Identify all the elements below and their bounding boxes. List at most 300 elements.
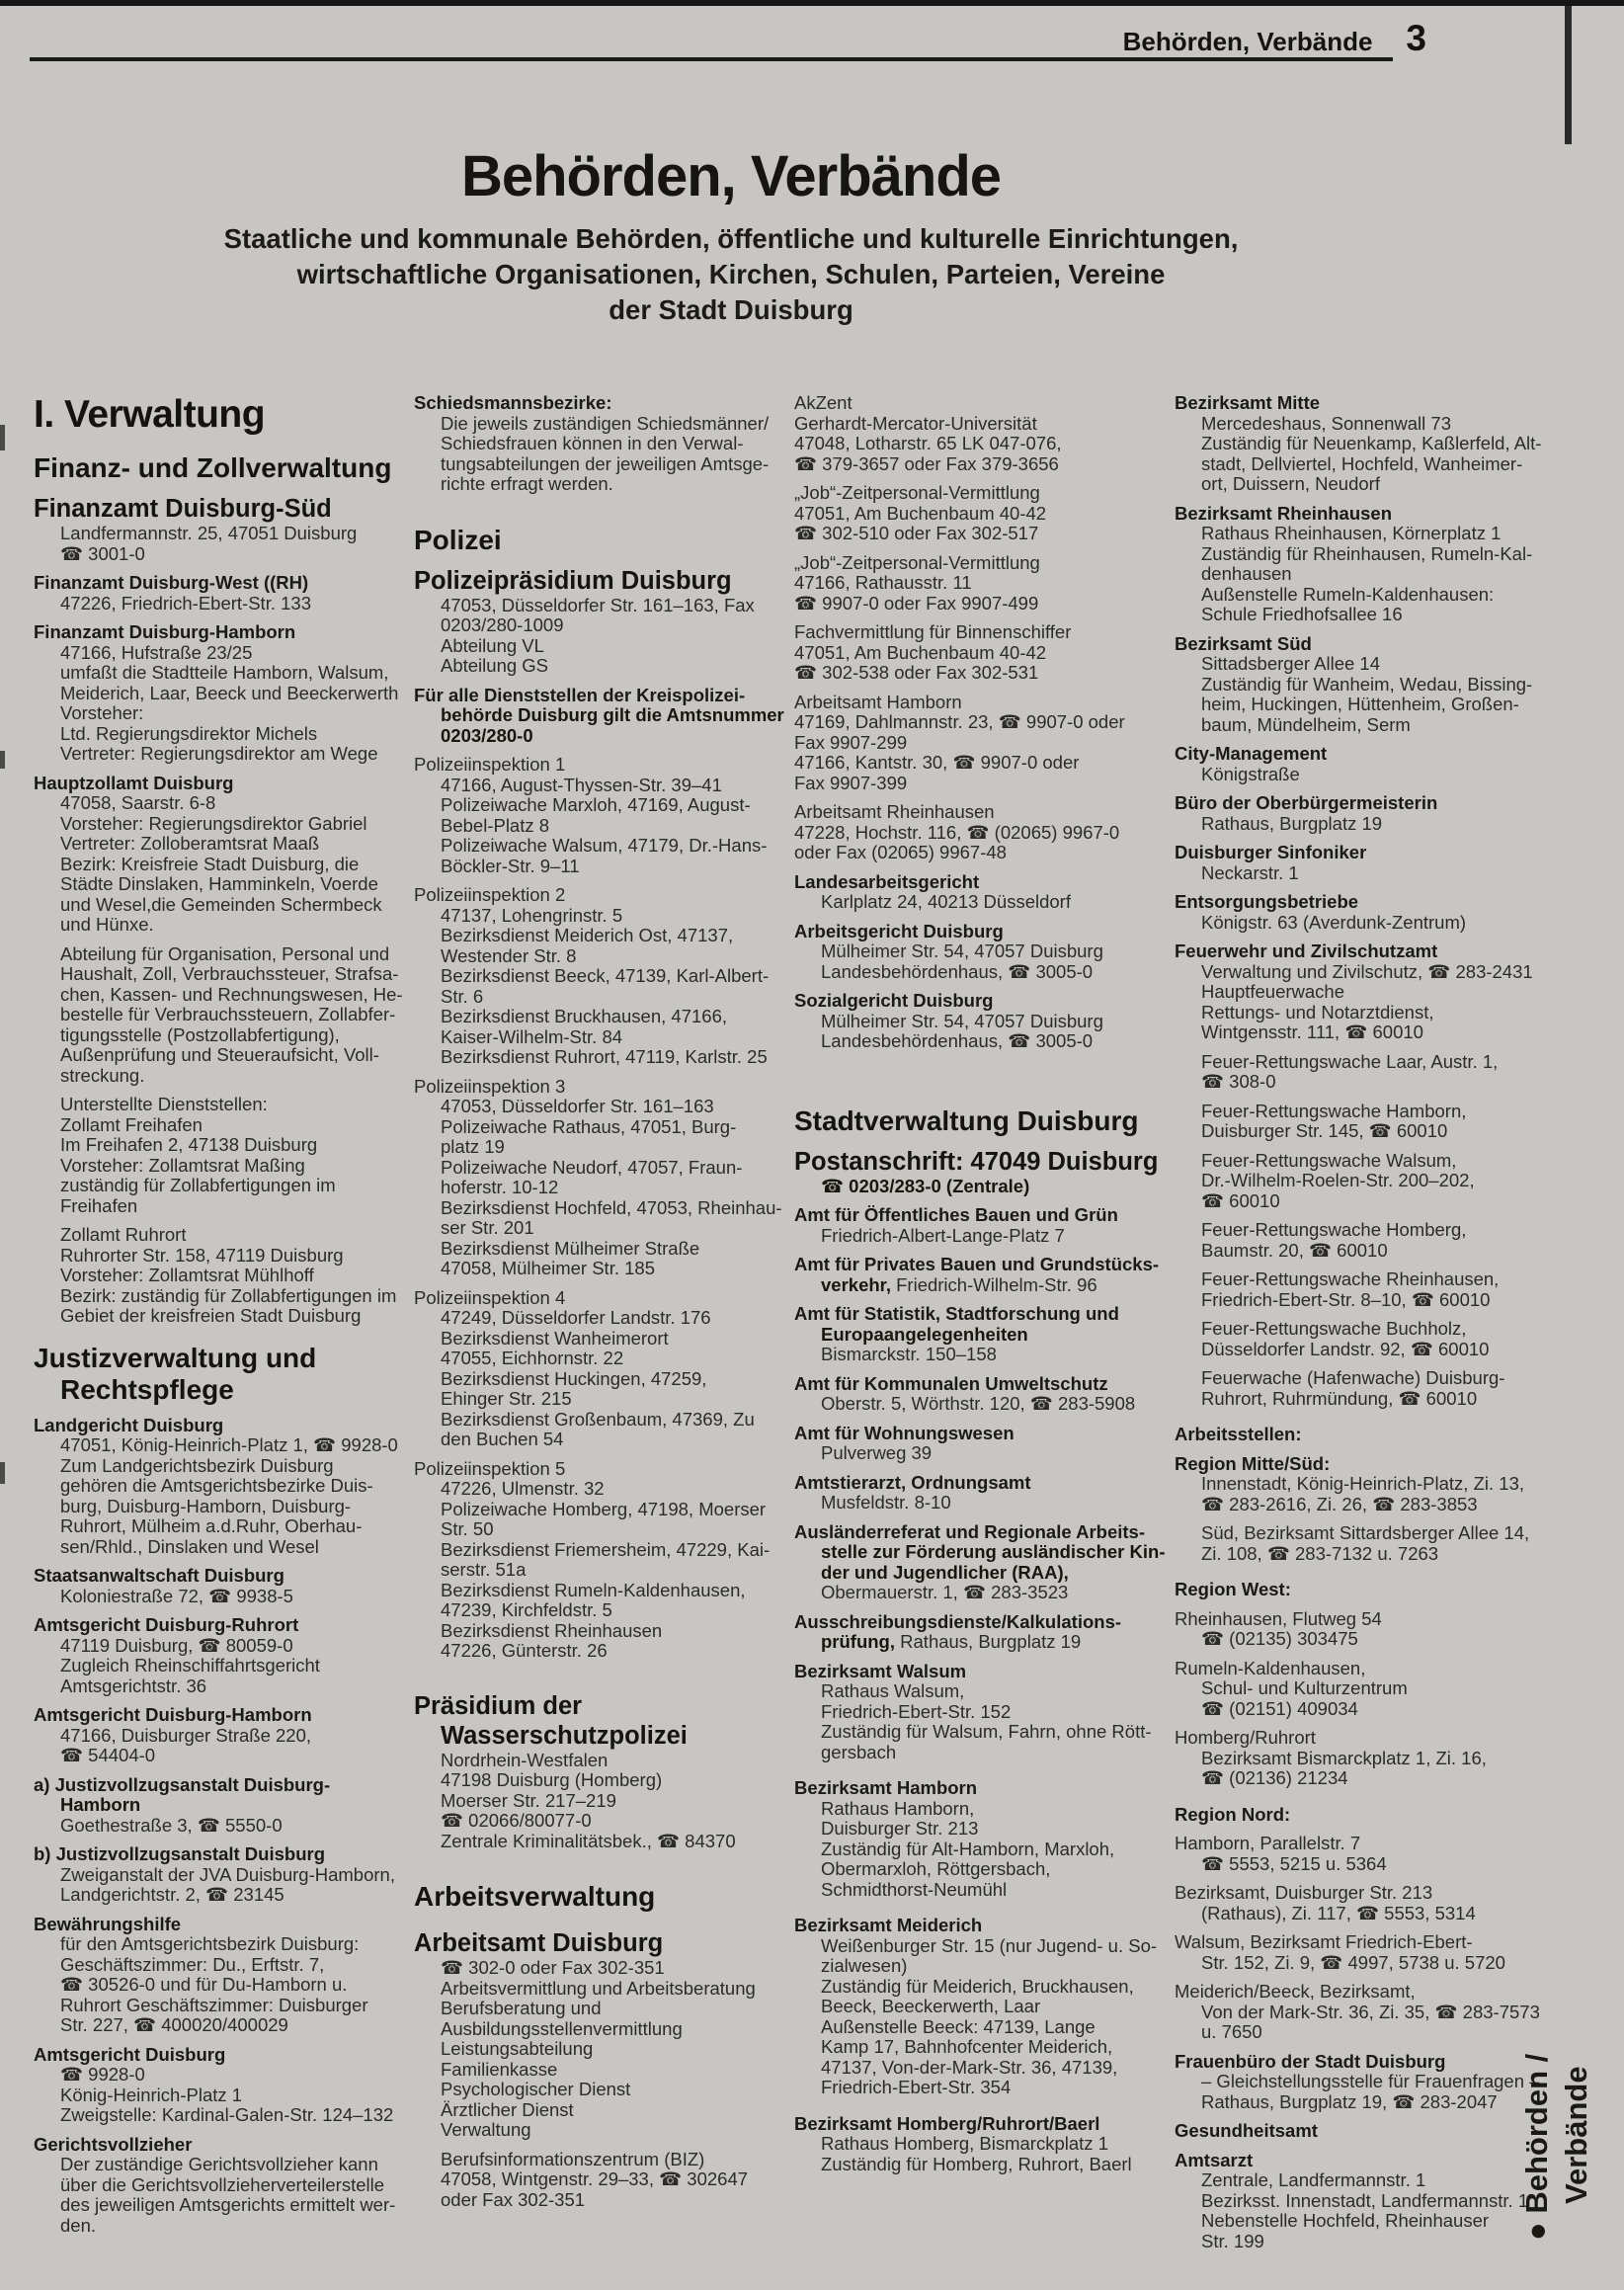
entry-title: Sozialgericht Duisburg: [794, 990, 994, 1011]
subtitle-line: wirtschaftliche Organisationen, Kirchen, Schulen, Parteien, Vereine: [296, 259, 1166, 289]
entry-line: zialwesen): [821, 1955, 908, 1976]
entry-line: Ehinger Str. 215: [441, 1388, 572, 1409]
entry-line: Bezirksdienst Beeck, 47139, Karl-Albert-: [441, 965, 770, 986]
entry-title: Landesarbeitsgericht: [794, 870, 980, 892]
directory-entry: [1175, 1659, 1538, 1720]
entry-title: Rumeln-Kaldenhausen,: [1175, 1657, 1366, 1678]
entry-line: Unterstellte Dienststellen:: [60, 1094, 268, 1114]
entry-line: Außenstelle Beeck: 47139, Lange: [821, 2015, 1096, 2037]
entry-line: Bezirksdienst Bruckhausen, 47166,: [441, 1006, 728, 1026]
entry-line: Duisburger Str. 213: [821, 1818, 979, 1839]
directory-entry: [1175, 1454, 1538, 1515]
entry-line: Weißenburger Str. 15 (nur Jugend- u. So-: [821, 1934, 1158, 1956]
entry-line: Vorsteher: Regierungsdirektor Gabriel: [60, 812, 367, 834]
entry-line: verkehr, Friedrich-Wilhelm-Str. 96: [821, 1273, 1097, 1295]
entry-title: Gerichtsvollzieher: [34, 2133, 193, 2155]
entry-title: Bezirksamt Mitte: [1175, 392, 1321, 413]
entry-title: Finanzamt Duisburg-Hamborn: [34, 621, 296, 642]
entry-line: Abteilung GS: [441, 655, 549, 676]
directory-entry: [1175, 1932, 1538, 1973]
entry-line: Städte Dinslaken, Hamminkeln, Voerde: [60, 873, 378, 894]
entry-title: Arbeitsgericht Duisburg: [794, 920, 1004, 941]
entry-line: 47058, Saarstr. 6-8: [60, 792, 216, 813]
entry-line: Polizeiwache Homberg, 47198, Moerser: [441, 1498, 767, 1519]
entry-line: Bezirksdienst Meiderich Ost, 47137,: [441, 925, 734, 945]
entry-line: Feuerwache (Hafenwache) Duisburg-: [1201, 1367, 1505, 1388]
entry-line: sen/Rhld., Dinslaken und Wesel: [60, 1535, 319, 1557]
entry-line: Bezirksdienst Großenbaum, 47369, Zu: [441, 1408, 755, 1430]
directory-entry: [794, 1662, 1158, 1763]
directory-entry: [794, 1916, 1158, 2098]
entry-line: Neckarstr. 1: [1201, 861, 1299, 883]
entry-line: Rathaus Hamborn,: [821, 1797, 975, 1819]
entry-title: Polizeiinspektion 5: [414, 1457, 566, 1479]
entry-line: Berufsinformationszentrum (BIZ): [441, 2148, 705, 2169]
entry-line: 47239, Kirchfeldstr. 5: [441, 1599, 612, 1620]
entry-line: Leistungsabteilung: [441, 2038, 594, 2059]
entry-title: Feuerwehr und Zivilschutzamt: [1175, 941, 1438, 961]
entry-line: Rathaus, Burgplatz 19: [1201, 812, 1383, 834]
directory-entry: [34, 573, 397, 613]
directory-column: [794, 392, 1166, 2260]
entry-title-line: Rechtspflege: [60, 1373, 234, 1405]
entry-line: streckung.: [60, 1064, 145, 1086]
entry-title: Amtsgericht Duisburg: [34, 2043, 226, 2065]
entry-line: 47058, Mülheimer Str. 185: [441, 1258, 655, 1278]
thumb-tab-line: ● Behörden /: [1519, 2053, 1554, 2241]
entry-line: ort, Duissern, Neudorf: [1201, 473, 1380, 494]
entry-line: Nebenstelle Hochfeld, Rheinhauser: [1201, 2210, 1490, 2231]
entry-title: Frauenbüro der Stadt Duisburg: [1175, 2050, 1446, 2072]
entry-title: Amtsgericht Duisburg-Ruhrort: [34, 1614, 299, 1635]
entry-line: Rettungs- und Notarztdienst,: [1201, 1001, 1434, 1022]
entry-line: Außenstelle Rumeln-Kaldenhausen:: [1201, 583, 1495, 605]
entry-line: Schule Friedhofsallee 16: [1201, 604, 1403, 624]
entry-line: Sittadsberger Allee 14: [1201, 653, 1381, 674]
entry-line: tungsabteilungen der jeweiligen Amtsge-: [441, 452, 770, 474]
scan-edge-top: [0, 0, 1624, 6]
entry-line: umfaßt die Stadtteile Hamborn, Walsum,: [60, 662, 389, 683]
entry-line: Bezirk: Kreisfreie Stadt Duisburg, die: [60, 853, 360, 874]
entry-line: Bezirksdienst Rheinhausen: [441, 1619, 663, 1641]
directory-entry: [34, 942, 403, 1087]
entry-line: baum, Mündelheim, Serm: [1201, 713, 1411, 735]
directory-entry: [1175, 1834, 1538, 1874]
entry-line: hoferstr. 10-12: [441, 1177, 559, 1197]
entry-line: Feuer-Rettungswache Buchholz,: [1201, 1318, 1467, 1339]
entry-line: Koloniestraße 72, ☎ 9938-5: [60, 1585, 293, 1606]
directory-entry: [1175, 744, 1538, 784]
entry-line: ☎ 302-510 oder Fax 302-517: [794, 523, 1039, 543]
entry-line: platz 19: [441, 1136, 505, 1157]
entry-title: Bewährungshilfe: [34, 1913, 182, 1934]
entry-title: Hauptzollamt Duisburg: [34, 772, 234, 793]
directory-entry: [1175, 793, 1538, 834]
directory-entry: [414, 566, 777, 677]
entry-line: Familienkasse: [441, 2058, 558, 2080]
entry-title: Meiderich/Beeck, Bezirksamt,: [1175, 1981, 1416, 2002]
page-number: 3: [1406, 18, 1426, 58]
entry-line: Ruhrort, Ruhrmündung, ☎ 60010: [1201, 1387, 1478, 1409]
entry-line: Landesbehördenhaus, ☎ 3005-0: [821, 1030, 1094, 1051]
directory-entry: [1175, 1052, 1538, 1093]
entry-title: Justizverwaltung und: [34, 1342, 317, 1373]
entry-line: ☎ 379-3657 oder Fax 379-3656: [794, 452, 1059, 474]
directory-entry: [794, 802, 1158, 863]
entry-line: 47137, Von-der-Mark-Str. 36, 47139,: [821, 2056, 1118, 2078]
entry-title: Bezirksamt Walsum: [794, 1660, 967, 1681]
entry-line: Obermarxloh, Röttgersbach,: [821, 1858, 1051, 1879]
entry-line: Schul- und Kulturzentrum: [1201, 1677, 1408, 1698]
entry-line: Zuständig für Homberg, Ruhrort, Baerl: [821, 2153, 1132, 2174]
directory-entry: [794, 1255, 1158, 1295]
directory-entry: [34, 452, 397, 484]
entry-line: ☎ (02136) 21234: [1201, 1767, 1348, 1788]
entry-line: den Buchen 54: [441, 1429, 564, 1449]
entry-line: Gebiet der kreisfreien Stadt Duisburg: [60, 1305, 362, 1326]
entry-line: chen, Kassen- und Rechnungswesen, He-: [60, 983, 403, 1005]
directory-entry: [34, 1915, 397, 2036]
directory-entry: [794, 2114, 1158, 2175]
entry-line: Innenstadt, König-Heinrich-Platz, Zi. 13,: [1201, 1473, 1524, 1494]
directory-entry: [1175, 634, 1538, 736]
entry-line: serstr. 51a: [441, 1559, 527, 1580]
entry-title: Gesundheitsamt: [1175, 2120, 1318, 2141]
directory-entry: [414, 2150, 777, 2211]
entry-line: Str. 50: [441, 1518, 494, 1539]
entry-line: Karlplatz 24, 40213 Düsseldorf: [821, 891, 1071, 912]
entry-line: Bezirksdienst Hochfeld, 47053, Rheinhau-: [441, 1196, 782, 1218]
entry-line: Zuständig für Walsum, Fahrn, ohne Rött-: [821, 1721, 1152, 1742]
directory-entry: [794, 693, 1158, 794]
entry-title: Hamborn, Parallelstr. 7: [1175, 1833, 1361, 1853]
entry-line: 47166, August-Thyssen-Str. 39–41: [441, 774, 722, 795]
entry-line: Vorsteher:: [60, 702, 144, 723]
directory-entry: [34, 1416, 397, 1558]
directory-entry: [794, 622, 1158, 684]
entry-title: Bezirksamt Rheinhausen: [1175, 502, 1393, 524]
entry-line: Zuständig für Neuenkamp, Kaßlerfeld, Alt-: [1201, 433, 1542, 453]
directory-entry: [1175, 1523, 1538, 1564]
entry-line: Freihafen: [60, 1194, 138, 1216]
entry-line: Landgerichtstr. 2, ☎ 23145: [60, 1884, 284, 1905]
directory-entry: [794, 1147, 1158, 1197]
entry-line: Bebel-Platz 8: [441, 814, 550, 836]
entry-title: Arbeitsamt Duisburg: [414, 1929, 664, 1957]
entry-line: prüfung, Rathaus, Burgplatz 19: [821, 1631, 1082, 1652]
directory-entry: [414, 1459, 777, 1662]
entry-line: Zuständig für Rheinhausen, Rumeln-Kal-: [1201, 542, 1533, 564]
directory-entry: [794, 1424, 1158, 1464]
entry-line: Str. 199: [1201, 2230, 1264, 2251]
entry-title: Amt für Öffentliches Bauen und Grün: [794, 1204, 1118, 1225]
entry-title: Fachvermittlung für Binnenschiffer: [794, 621, 1072, 642]
entry-line: ☎ 308-0: [1201, 1071, 1276, 1092]
entry-line: Mercedeshaus, Sonnenwall 73: [1201, 412, 1451, 434]
directory-entry: [34, 393, 397, 437]
entry-line: Str. 152, Zi. 9, ☎ 4997, 5738 u. 5720: [1201, 1951, 1505, 1973]
entry-line: gersbach: [821, 1741, 897, 1762]
entry-line: Ärztlicher Dienst: [441, 2098, 574, 2120]
page-title: Behörden, Verbände: [460, 144, 1002, 208]
entry-title: Staatsanwaltschaft Duisburg: [34, 1565, 284, 1586]
entry-line: oder Fax 302-351: [441, 2188, 586, 2210]
directory-entry: [34, 2135, 397, 2237]
directory-entry: [414, 525, 777, 556]
entry-title: Homberg/Ruhrort: [1175, 1727, 1316, 1748]
entry-line: Feuer-Rettungswache Laar, Austr. 1,: [1201, 1050, 1499, 1072]
entry-line: Abteilung für Organisation, Personal und: [60, 942, 390, 964]
entry-line: Verwaltung und Zivilschutz, ☎ 283-2431: [1201, 960, 1533, 982]
entry-line: über die Gerichtsvollzieherverteilerstelle: [60, 2173, 385, 2195]
directory-entry: [34, 1095, 397, 1216]
entry-line: Obermauerstr. 1, ☎ 283-3523: [821, 1582, 1069, 1602]
entry-line: Zuständig für Meiderich, Bruckhausen,: [821, 1975, 1134, 1997]
entry-title: „Job“-Zeitpersonal-Vermittlung: [794, 551, 1040, 573]
entry-line: Bezirksst. Innenstadt, Landfermannstr. 1: [1201, 2189, 1529, 2211]
directory-entry: [414, 885, 777, 1068]
entry-title: Finanzamt Duisburg-Süd: [34, 495, 332, 523]
entry-line: Polizeiwache Walsum, 47179, Dr.-Hans-: [441, 835, 768, 856]
directory-entry: [1175, 2151, 1538, 2252]
entry-line: Zentrale Kriminalitätsbek., ☎ 84370: [441, 1830, 736, 1851]
entry-line: ☎ 302-0 oder Fax 302-351: [441, 1957, 665, 1978]
entry-line: Rathaus Homberg, Bismarckplatz 1: [821, 2133, 1108, 2154]
entry-line: Zollamt Ruhrort: [60, 1224, 187, 1245]
entry-line: Schmidthorst-Neumühl: [821, 1878, 1008, 1900]
subtitle-line: der Stadt Duisburg: [609, 294, 853, 325]
entry-title: Polizeiinspektion 3: [414, 1075, 566, 1097]
directory-entry: [794, 991, 1158, 1052]
entry-title: Amt für Wohnungswesen: [794, 1422, 1015, 1443]
directory-entry: [1175, 1609, 1538, 1650]
entry-line: 47169, Dahlmannstr. 23, ☎ 9907-0 oder: [794, 711, 1125, 732]
entry-line: stadt, Dellviertel, Hochfeld, Wanheimer-: [1201, 452, 1523, 474]
entry-line: 47055, Eichhornstr. 22: [441, 1348, 624, 1368]
entry-line: ☎ 5553, 5215 u. 5364: [1201, 1852, 1387, 1874]
entry-title: Landgericht Duisburg: [34, 1414, 224, 1435]
directory-entry: [1175, 843, 1538, 883]
entry-line: Str. 6: [441, 985, 484, 1007]
entry-line: Moerser Str. 217–219: [441, 1789, 616, 1811]
directory-entry: [1175, 1883, 1538, 1923]
entry-line: ☎ 9928-0: [60, 2064, 145, 2085]
directory-entry: [1175, 2052, 1538, 2113]
entry-title: Bezirksamt Homberg/Ruhrort/Baerl: [794, 2112, 1100, 2134]
directory-entry: [794, 1374, 1158, 1415]
entry-line: Bezirk: zuständig für Zollabfertigungen im: [60, 1284, 397, 1306]
subtitle-line: Staatliche und kommunale Behörden, öffentliche und kulturelle Einrichtungen,: [223, 223, 1239, 254]
entry-line: Zugleich Rheinschiffahrtsgericht: [60, 1655, 320, 1676]
directory-entry: [34, 1844, 397, 1906]
entry-line: Feuer-Rettungswache Walsum,: [1201, 1149, 1457, 1171]
entry-line: ☎ (02135) 303475: [1201, 1628, 1358, 1649]
section-thumb-tab: [1517, 1707, 1624, 2241]
entry-title: Ausschreibungsdienste/Kalkulations-: [794, 1610, 1122, 1632]
entry-title: Arbeitsamt Hamborn: [794, 691, 962, 712]
entry-line: Baumstr. 20, ☎ 60010: [1201, 1239, 1388, 1261]
entry-line: 47166, Rathausstr. 11: [794, 572, 972, 593]
entry-line: bestelle für Verbrauchssteuern, Zollabfer-: [60, 1004, 396, 1024]
entry-line: 47249, Düsseldorfer Landstr. 176: [441, 1307, 711, 1328]
entry-line: Zum Landgerichtsbezirk Duisburg: [60, 1454, 334, 1476]
entry-line: für den Amtsgerichtsbezirk Duisburg:: [60, 1933, 360, 1954]
entry-title: Finanzamt Duisburg-West ((RH): [34, 572, 309, 593]
entry-line: Zuständig für Alt-Hamborn, Marxloh,: [821, 1838, 1115, 1859]
directory-entry: [1175, 504, 1538, 625]
directory-entry: [794, 483, 1158, 544]
directory-entry: [414, 1288, 777, 1450]
entry-line: Wintgensstr. 111, ☎ 60010: [1201, 1022, 1423, 1042]
entry-line: Ruhrort Geschäftszimmer: Duisburger: [60, 1994, 368, 2015]
directory-entry: [1175, 1982, 1538, 2043]
masthead: [20, 146, 1442, 328]
entry-line: Düsseldorfer Landstr. 92, ☎ 60010: [1201, 1338, 1490, 1359]
entry-line: Goethestraße 3, ☎ 5550-0: [60, 1814, 283, 1836]
directory-entry: [34, 1705, 397, 1766]
entry-title: Arbeitsverwaltung: [414, 1881, 656, 1912]
entry-line: Oberstr. 5, Wörthstr. 120, ☎ 283-5908: [821, 1393, 1136, 1414]
directory-entry: [34, 494, 397, 564]
entry-title: Rheinhausen, Flutweg 54: [1175, 1607, 1382, 1629]
entry-line: Nordrhein-Westfalen: [441, 1749, 609, 1770]
entry-line: (Rathaus), Zi. 117, ☎ 5553, 5314: [1201, 1902, 1476, 1923]
entry-line: Süd, Bezirksamt Sittardsberger Allee 14,: [1201, 1522, 1530, 1543]
entry-line: Feuer-Rettungswache Homberg,: [1201, 1219, 1467, 1240]
entry-line: ser Str. 201: [441, 1217, 534, 1238]
scan-edge-mark: [0, 751, 5, 769]
entry-line: Zweigstelle: Kardinal-Galen-Str. 124–132: [60, 2104, 394, 2125]
entry-line: Meiderich, Laar, Beeck und Beeckerwerth: [60, 682, 399, 703]
entry-title: Region Nord:: [1175, 1803, 1291, 1825]
entry-line: 47119 Duisburg, ☎ 80059-0: [60, 1634, 293, 1656]
entry-line: – Gleichstellungsstelle für Frauenfragen –: [1201, 2071, 1540, 2091]
entry-line: Haushalt, Zoll, Verbrauchssteuer, Strafsa-: [60, 963, 399, 984]
entry-title: City-Management: [1175, 743, 1328, 764]
entry-line: Feuer-Rettungswache Rheinhausen,: [1201, 1268, 1500, 1289]
entry-title: Ausländerreferat und Regionale Arbeits-: [794, 1520, 1145, 1542]
directory-columns: [34, 392, 1542, 2260]
entry-line: denhausen: [1201, 563, 1292, 584]
entry-line: des jeweiligen Amtsgerichts ermittelt wer-: [60, 2194, 396, 2215]
directory-entry: [34, 774, 397, 936]
entry-line: Zweiganstalt der JVA Duisburg-Hamborn,: [60, 1863, 395, 1885]
entry-line: stelle zur Förderung ausländischer Kin-: [821, 1541, 1166, 1562]
entry-line: den.: [60, 2214, 97, 2236]
entry-line: tigungsstelle (Postzollabfertigung),: [60, 1023, 340, 1045]
entry-line: ☎ 54404-0: [60, 1745, 156, 1765]
directory-entry: [1175, 941, 1538, 1043]
directory-entry: [1175, 1102, 1538, 1142]
directory-entry: [794, 1612, 1158, 1653]
entry-line: Polizeiwache Marxloh, 47169, August-: [441, 794, 751, 815]
entry-line: Kaiser-Wilhelm-Str. 84: [441, 1025, 623, 1047]
entry-title: I. Verwaltung: [34, 393, 266, 436]
entry-line: ☎ 302-538 oder Fax 302-531: [794, 662, 1039, 683]
directory-entry: [34, 2045, 397, 2126]
entry-line: Bezirksdienst Friemersheim, 47229, Kai-: [441, 1538, 771, 1560]
entry-line: Rathaus Rheinhausen, Körnerplatz 1: [1201, 523, 1502, 543]
entry-line: Ltd. Regierungsdirektor Michels: [60, 722, 318, 744]
directory-entry: [794, 1520, 1166, 1603]
directory-entry: [414, 393, 777, 495]
entry-title: Polizeiinspektion 1: [414, 754, 566, 775]
directory-entry: [34, 1775, 397, 1837]
entry-title: Postanschrift: 47049 Duisburg: [794, 1147, 1159, 1176]
entry-line: Schiedsfrauen können in den Verwal-: [441, 433, 744, 453]
entry-line: Zollamt Freihafen: [60, 1113, 203, 1135]
entry-line: gehören die Amtsgerichtsbezirke Duis-: [60, 1475, 373, 1496]
directory-entry: [794, 553, 1158, 614]
entry-line: Von der Mark-Str. 36, Zi. 35, ☎ 283-7573: [1201, 2001, 1540, 2022]
entry-line: Zi. 108, ☎ 283-7132 u. 7263: [1201, 1542, 1439, 1564]
entry-title: Polizeiinspektion 4: [414, 1286, 566, 1308]
entry-title: Polizei: [414, 524, 502, 555]
directory-entry: [794, 922, 1158, 983]
entry-line: Europaangelegenheiten: [821, 1323, 1028, 1345]
thumb-tab-line: Verbände: [1559, 2066, 1593, 2204]
entry-line: Hamborn: [60, 1794, 141, 1815]
directory-entry: [794, 1105, 1158, 1137]
entry-line: Die jeweils zuständigen Schiedsmänner/: [441, 412, 770, 434]
entry-line: Beeck, Beeckerwerth, Laar: [821, 1996, 1041, 2016]
entry-title: Bezirksamt, Duisburger Str. 213: [1175, 1882, 1433, 1903]
entry-title: Arbeitsstellen:: [1175, 1424, 1302, 1444]
entry-line: Kamp 17, Bahnhofcenter Meiderich,: [821, 2036, 1113, 2057]
entry-line: 47048, Lotharstr. 65 LK 047-076,: [794, 433, 1062, 453]
directory-entry: [794, 393, 1158, 474]
entry-line: Friedrich-Ebert-Str. 354: [821, 2077, 1012, 2097]
entry-line: Vorsteher: Zollamtsrat Maßing: [60, 1154, 305, 1176]
entry-line: oder Fax (02065) 9967-48: [794, 842, 1007, 862]
entry-line: König-Heinrich-Platz 1: [60, 2084, 243, 2105]
entry-line: Fax 9907-399: [794, 772, 908, 793]
directory-entry: [1175, 1319, 1538, 1359]
entry-line: Geschäftszimmer: Du., Erftstr. 7,: [60, 1953, 325, 1975]
entry-title: Region Mitte/Süd:: [1175, 1452, 1331, 1474]
entry-line: Abteilung VL: [441, 634, 544, 656]
entry-line: 47053, Düsseldorfer Str. 161–163: [441, 1096, 714, 1116]
running-head: [1123, 18, 1426, 59]
entry-line: Bezirksdienst Mülheimer Straße: [441, 1237, 700, 1259]
entry-line: und Wesel,die Gemeinden Schermbeck: [60, 893, 382, 915]
entry-line: ☎ 0203/283-0 (Zentrale): [821, 1175, 1030, 1196]
entry-line: 47166, Hufstraße 23/25: [60, 641, 253, 663]
entry-line: ☎ 3001-0: [60, 542, 145, 564]
directory-entry: [414, 1881, 777, 1913]
entry-line: Mülheimer Str. 54, 47057 Duisburg: [821, 941, 1103, 961]
directory-entry: [1175, 392, 1542, 495]
entry-line: ☎ 9907-0 oder Fax 9907-499: [794, 592, 1039, 613]
entry-title: Präsidium der: [414, 1691, 583, 1720]
entry-line: Außenprüfung und Steueraufsicht, Voll-: [60, 1044, 379, 1065]
entry-line: Ruhrorter Str. 158, 47119 Duisburg: [60, 1244, 344, 1266]
entry-line: ☎ 283-2616, Zi. 26, ☎ 283-3853: [1201, 1493, 1478, 1514]
entry-line: Friedrich-Ebert-Str. 152: [821, 1700, 1012, 1722]
entry-title: Bezirksamt Hamborn: [794, 1777, 978, 1798]
entry-line: 47051, Am Buchenbaum 40-42: [794, 502, 1047, 524]
directory-entry: [1175, 1580, 1538, 1600]
directory-entry: [1175, 1220, 1538, 1261]
entry-line: behörde Duisburg gilt die Amtsnummer: [441, 704, 784, 725]
directory-entry: [794, 1473, 1158, 1513]
directory-entry: [1175, 892, 1538, 933]
entry-line: Bismarckstr. 150–158: [821, 1344, 997, 1364]
entry-line: 47226, Friedrich-Ebert-Str. 133: [60, 592, 311, 613]
entry-title: Bezirksamt Süd: [1175, 632, 1312, 654]
entry-line: Vertreter: Zolloberamtsrat Maaß: [60, 833, 320, 854]
directory-entry: [794, 1205, 1158, 1246]
